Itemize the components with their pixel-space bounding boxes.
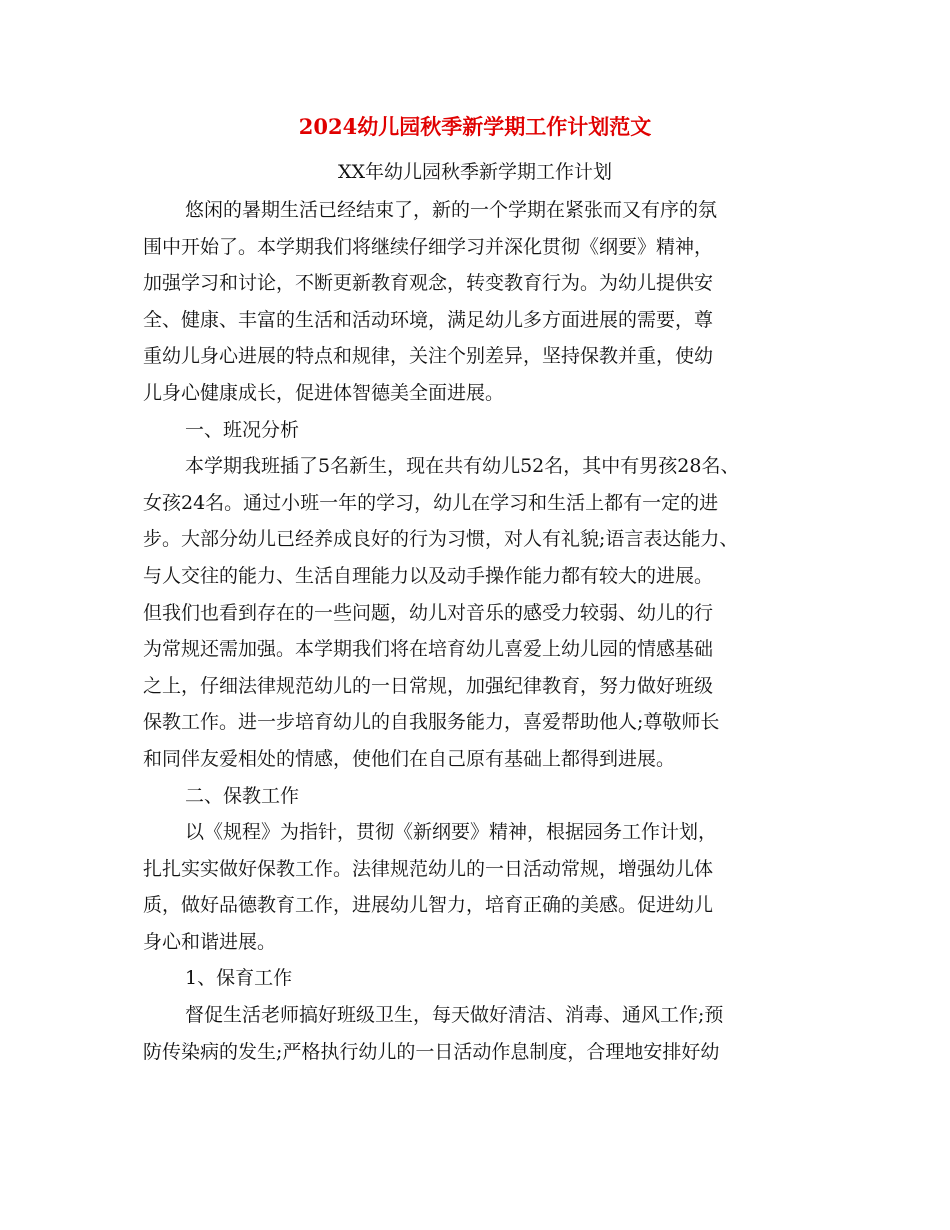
text-line: 加强学习和讨论，不断更新教育观念，转变教育行为。为幼儿提供安 (143, 272, 714, 295)
text-line: 为常规还需加强。本学期我们将在培育幼儿喜爱上幼儿园的情感基础 (143, 638, 714, 661)
document-title: 2024幼儿园秋季新学期工作计划范文 (298, 114, 652, 139)
text-line: 围中开始了。本学期我们将继续仔细学习并深化贯彻《纲要》精神， (143, 235, 714, 258)
text-line: 与人交往的能力、生活自理能力以及动手操作能力都有较大的进展。 (143, 564, 714, 587)
text-line: 步。大部分幼儿已经养成良好的行为习惯，对人有礼貌;语言表达能力、 (143, 528, 739, 551)
text-line: 但我们也看到存在的一些问题，幼儿对音乐的感受力较弱、幼儿的行 (143, 601, 714, 624)
text-line: 以《规程》为指针，贯彻《新纲要》精神，根据园务工作计划， (185, 821, 718, 844)
text-line: 质，做好品德教育工作，进展幼儿智力，培育正确的美感。促进幼儿 (143, 894, 714, 917)
text-line: 和同伴友爱相处的情感，使他们在自己原有基础上都得到进展。 (143, 747, 676, 770)
text-line: 本学期我班插了5名新生，现在共有幼儿52名，其中有男孩28名、 (185, 455, 740, 478)
text-line: 儿身心健康成长，促进体智德美全面进展。 (143, 381, 505, 404)
text-line: 防传染病的发生;严格执行幼儿的一日活动作息制度，合理地安排好幼 (143, 1040, 720, 1063)
text-line: 重幼儿身心进展的特点和规律，关注个别差异，坚持保教并重，使幼 (143, 345, 714, 368)
text-line: 身心和谐进展。 (143, 930, 277, 953)
text-line: 督促生活老师搞好班级卫生，每天做好清洁、消毒、通风工作;预 (185, 1004, 724, 1027)
text-line: 之上，仔细法律规范幼儿的一日常规，加强纪律教育，努力做好班级 (143, 674, 714, 697)
text-line: 女孩24名。通过小班一年的学习，幼儿在学习和生活上都有一定的进 (143, 491, 719, 514)
document-body (143, 192, 823, 1070)
text-line: 悠闲的暑期生活已经结束了，新的一个学期在紧张而又有序的氛 (185, 199, 718, 221)
text-line: 全、健康、丰富的生活和活动环境，满足幼儿多方面进展的需要，尊 (143, 308, 714, 331)
text-line: 1、保育工作 (185, 967, 293, 990)
text-line: 二、保教工作 (185, 784, 300, 807)
document-subtitle: XX年幼儿园秋季新学期工作计划 (337, 161, 613, 183)
text-line: 一、班况分析 (185, 418, 300, 441)
text-line: 扎扎实实做好保教工作。法律规范幼儿的一日活动常规，增强幼儿体 (143, 857, 714, 880)
text-line: 保教工作。进一步培育幼儿的自我服务能力，喜爱帮助他人;尊敬师长 (143, 711, 720, 734)
